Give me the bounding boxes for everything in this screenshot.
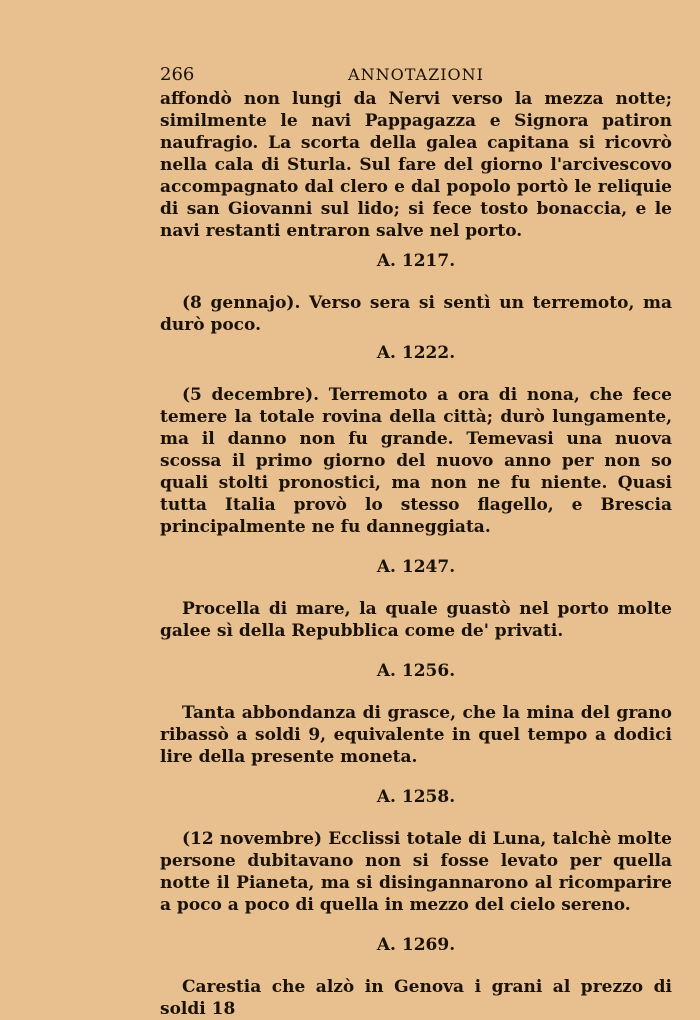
page-header (160, 64, 672, 88)
entry-paragraph: Procella di mare, la quale guastò nel porto molte galee sì della Repubblica come de' privati. (160, 599, 672, 641)
intro-paragraph: affondò non lungi da Nervi verso la mezza notte; similmente le navi Pappagazza e Signora patiron naufragio. La scorta della galea capitana si ricovrò nella cala di Sturla. Sul fare del giorno l'arcivescovo accompagnato dal clero e dal popolo portò le reliquie di san Giovanni sul lido; si fece tosto bonaccia, e le navi restanti entraron salve nel porto. (160, 89, 672, 241)
year-heading: A. 1222. (376, 343, 456, 363)
entry-1222 (160, 342, 672, 538)
entry-paragraph: (8 gennajo). Verso sera si sentì un terremoto, ma durò poco. (160, 293, 672, 335)
entry-paragraph: (12 novembre) Ecclissi totale di Luna, talchè molte persone dubitavano non si fosse levato per quella notte il Pianeta, ma si disingannarono al ricomparire a poco a poco di quella in mezzo del cielo sereno. (160, 829, 672, 915)
entry-1258 (160, 786, 672, 916)
entry-1217 (160, 250, 672, 336)
text-block (160, 64, 672, 1020)
entry-paragraph: Carestia che alzò in Genova i grani al prezzo di soldi 18 (160, 977, 672, 1019)
year-heading: A. 1269. (376, 935, 456, 955)
running-title: ANNOTAZIONI (348, 65, 484, 84)
entry-paragraph: (5 decembre). Terremoto a ora di nona, che fece temere la totale rovina della città; durò lungamente, ma il danno non fu grande. Temevasi una nuova scossa il primo giorno del nuovo anno per non so quali stolti pronostici, ma non ne fu niente. Quasi tutta Italia provò lo stesso flagello, e Brescia principalmente ne fu danneggiata. (160, 385, 672, 537)
entry-1247 (160, 556, 672, 642)
entry-1269 (160, 934, 672, 1020)
year-heading: A. 1258. (376, 787, 456, 807)
year-heading: A. 1247. (376, 557, 456, 577)
entry-paragraph: Tanta abbondanza di grasce, che la mina del grano ribassò a soldi 9, equivalente in quel tempo a dodici lire della presente moneta. (160, 703, 672, 767)
page-number: 266 (160, 64, 195, 85)
year-heading: A. 1256. (376, 661, 456, 681)
entry-1256 (160, 660, 672, 768)
year-heading: A. 1217. (376, 251, 456, 271)
